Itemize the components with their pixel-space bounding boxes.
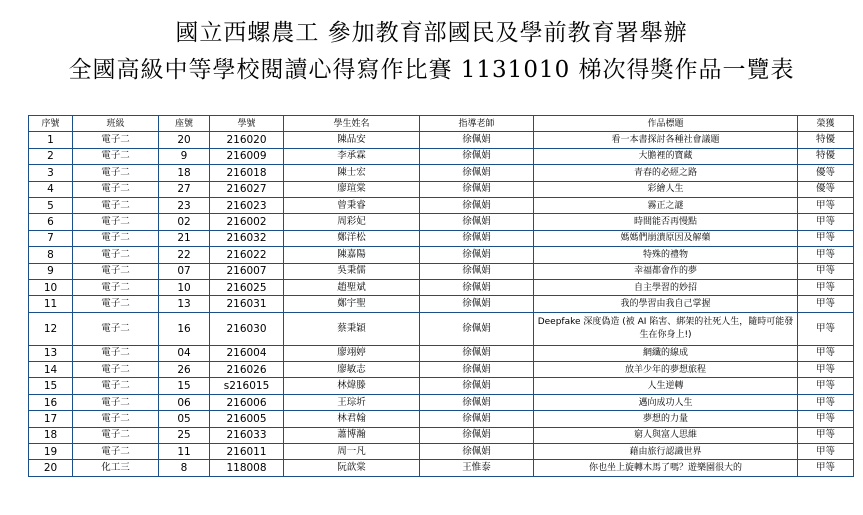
cell-student-name: 鄭宇聖 xyxy=(284,296,420,312)
table-row xyxy=(29,362,854,378)
cell-award: 甲等 xyxy=(798,460,854,476)
cell-serial: 13 xyxy=(29,345,73,361)
cell-student-id: 216007 xyxy=(210,263,284,279)
cell-serial: 5 xyxy=(29,197,73,213)
cell-class: 電子二 xyxy=(73,362,159,378)
cell-class: 電子二 xyxy=(73,214,159,230)
cell-teacher: 徐佩娟 xyxy=(420,263,534,279)
cell-student-id: 216027 xyxy=(210,181,284,197)
cell-seat: 10 xyxy=(159,279,210,295)
cell-student-id: 216002 xyxy=(210,214,284,230)
cell-seat: 21 xyxy=(159,230,210,246)
cell-student-name: 阮歆棠 xyxy=(284,460,420,476)
cell-work-title: 看一本書探討各種社會議題 xyxy=(534,132,798,148)
cell-seat: 27 xyxy=(159,181,210,197)
header-class: 班級 xyxy=(73,116,159,132)
table-row xyxy=(29,247,854,263)
cell-student-id: 216011 xyxy=(210,444,284,460)
table-header-row xyxy=(29,116,854,132)
cell-award: 特優 xyxy=(798,148,854,164)
table-row xyxy=(29,427,854,443)
cell-student-id: s216015 xyxy=(210,378,284,394)
cell-class: 電子二 xyxy=(73,263,159,279)
header-seat: 座號 xyxy=(159,116,210,132)
cell-award: 甲等 xyxy=(798,263,854,279)
cell-award: 優等 xyxy=(798,165,854,181)
cell-work-title: 我的學習由我自己掌握 xyxy=(534,296,798,312)
cell-seat: 8 xyxy=(159,460,210,476)
cell-student-name: 周彩妃 xyxy=(284,214,420,230)
cell-award: 甲等 xyxy=(798,345,854,361)
cell-work-title: 霧正之謎 xyxy=(534,197,798,213)
cell-work-title: 網纖的線成 xyxy=(534,345,798,361)
cell-award: 優等 xyxy=(798,181,854,197)
cell-student-id: 216009 xyxy=(210,148,284,164)
cell-work-title: 青春的必經之路 xyxy=(534,165,798,181)
cell-serial: 3 xyxy=(29,165,73,181)
cell-seat: 25 xyxy=(159,427,210,443)
cell-work-title: 自主學習的妙招 xyxy=(534,279,798,295)
document-title-line-2: 全國高級中等學校閱讀心得寫作比賽 1131010 梯次得獎作品一覽表 xyxy=(68,57,795,83)
table-row xyxy=(29,444,854,460)
cell-serial: 16 xyxy=(29,394,73,410)
cell-seat: 18 xyxy=(159,165,210,181)
cell-award: 甲等 xyxy=(798,247,854,263)
table-row xyxy=(29,378,854,394)
table-row xyxy=(29,296,854,312)
cell-work-title: 夢想的力量 xyxy=(534,411,798,427)
cell-serial: 17 xyxy=(29,411,73,427)
cell-work-title: 大膽裡的寶藏 xyxy=(534,148,798,164)
cell-serial: 15 xyxy=(29,378,73,394)
cell-student-id: 216030 xyxy=(210,312,284,345)
cell-work-title: 媽媽們崩潰原因及解藥 xyxy=(534,230,798,246)
cell-work-title: 彩繪人生 xyxy=(534,181,798,197)
cell-seat: 22 xyxy=(159,247,210,263)
cell-student-name: 廖翊婷 xyxy=(284,345,420,361)
cell-award: 甲等 xyxy=(798,427,854,443)
table-row xyxy=(29,345,854,361)
cell-serial: 19 xyxy=(29,444,73,460)
cell-seat: 11 xyxy=(159,444,210,460)
cell-student-name: 鄭洋松 xyxy=(284,230,420,246)
cell-teacher: 徐佩娟 xyxy=(420,362,534,378)
cell-class: 電子二 xyxy=(73,345,159,361)
cell-teacher: 徐佩娟 xyxy=(420,230,534,246)
cell-award: 甲等 xyxy=(798,362,854,378)
table-row xyxy=(29,132,854,148)
document-title-line-1: 國立西螺農工 參加教育部國民及學前教育署舉辦 xyxy=(175,20,688,46)
cell-student-id: 216033 xyxy=(210,427,284,443)
cell-serial: 8 xyxy=(29,247,73,263)
cell-class: 電子二 xyxy=(73,296,159,312)
cell-student-name: 王琮圻 xyxy=(284,394,420,410)
cell-teacher: 徐佩娟 xyxy=(420,197,534,213)
cell-work-title: 藉由旅行認識世界 xyxy=(534,444,798,460)
cell-teacher: 王惟泰 xyxy=(420,460,534,476)
cell-seat: 13 xyxy=(159,296,210,312)
cell-work-title: 特殊的禮物 xyxy=(534,247,798,263)
cell-seat: 05 xyxy=(159,411,210,427)
table-row xyxy=(29,394,854,410)
cell-teacher: 徐佩娟 xyxy=(420,165,534,181)
cell-teacher: 徐佩娟 xyxy=(420,214,534,230)
cell-serial: 10 xyxy=(29,279,73,295)
table-row xyxy=(29,230,854,246)
cell-student-id: 118008 xyxy=(210,460,284,476)
cell-student-id: 216025 xyxy=(210,279,284,295)
cell-award: 甲等 xyxy=(798,444,854,460)
cell-student-name: 蔡秉穎 xyxy=(284,312,420,345)
cell-student-name: 吳秉儒 xyxy=(284,263,420,279)
cell-seat: 06 xyxy=(159,394,210,410)
cell-seat: 20 xyxy=(159,132,210,148)
cell-serial: 2 xyxy=(29,148,73,164)
cell-award: 特優 xyxy=(798,132,854,148)
cell-class: 電子二 xyxy=(73,279,159,295)
table-row xyxy=(29,279,854,295)
cell-seat: 04 xyxy=(159,345,210,361)
header-serial: 序號 xyxy=(29,116,73,132)
cell-teacher: 徐佩娟 xyxy=(420,296,534,312)
cell-serial: 20 xyxy=(29,460,73,476)
cell-serial: 12 xyxy=(29,312,73,345)
cell-student-id: 216023 xyxy=(210,197,284,213)
cell-award: 甲等 xyxy=(798,230,854,246)
cell-award: 甲等 xyxy=(798,197,854,213)
cell-student-name: 陳品安 xyxy=(284,132,420,148)
cell-seat: 23 xyxy=(159,197,210,213)
cell-work-title: Deepfake 深度偽造 (被 AI 陷害、綁架的社死人生，隨時可能發生在你身上!) xyxy=(534,312,798,345)
cell-seat: 9 xyxy=(159,148,210,164)
cell-award: 甲等 xyxy=(798,312,854,345)
cell-class: 電子二 xyxy=(73,148,159,164)
cell-teacher: 徐佩娟 xyxy=(420,378,534,394)
cell-student-name: 李承霖 xyxy=(284,148,420,164)
cell-student-name: 曾秉睿 xyxy=(284,197,420,213)
cell-teacher: 徐佩娟 xyxy=(420,394,534,410)
cell-serial: 1 xyxy=(29,132,73,148)
table-row xyxy=(29,181,854,197)
cell-class: 電子二 xyxy=(73,411,159,427)
cell-student-id: 216032 xyxy=(210,230,284,246)
cell-serial: 18 xyxy=(29,427,73,443)
cell-teacher: 徐佩娟 xyxy=(420,247,534,263)
cell-class: 化工三 xyxy=(73,460,159,476)
cell-award: 甲等 xyxy=(798,214,854,230)
cell-class: 電子二 xyxy=(73,394,159,410)
cell-teacher: 徐佩娟 xyxy=(420,411,534,427)
cell-seat: 15 xyxy=(159,378,210,394)
cell-serial: 14 xyxy=(29,362,73,378)
cell-student-name: 趙聖斌 xyxy=(284,279,420,295)
cell-student-name: 周一凡 xyxy=(284,444,420,460)
cell-student-name: 蕭博瀚 xyxy=(284,427,420,443)
cell-serial: 7 xyxy=(29,230,73,246)
cell-teacher: 徐佩娟 xyxy=(420,427,534,443)
header-student-id: 學號 xyxy=(210,116,284,132)
cell-student-name: 廖瑄棠 xyxy=(284,181,420,197)
cell-work-title: 邁向成功人生 xyxy=(534,394,798,410)
cell-work-title: 人生逆轉 xyxy=(534,378,798,394)
table-row xyxy=(29,197,854,213)
cell-teacher: 徐佩娟 xyxy=(420,345,534,361)
cell-student-id: 216004 xyxy=(210,345,284,361)
header-award: 榮獲 xyxy=(798,116,854,132)
cell-student-id: 216031 xyxy=(210,296,284,312)
cell-teacher: 徐佩娟 xyxy=(420,148,534,164)
cell-class: 電子二 xyxy=(73,444,159,460)
cell-class: 電子二 xyxy=(73,132,159,148)
cell-serial: 9 xyxy=(29,263,73,279)
cell-work-title: 幸福都會作的夢 xyxy=(534,263,798,279)
cell-class: 電子二 xyxy=(73,312,159,345)
cell-student-id: 216006 xyxy=(210,394,284,410)
cell-serial: 11 xyxy=(29,296,73,312)
cell-award: 甲等 xyxy=(798,411,854,427)
table-row xyxy=(29,165,854,181)
cell-student-name: 陳嘉陽 xyxy=(284,247,420,263)
cell-student-id: 216026 xyxy=(210,362,284,378)
cell-student-id: 216020 xyxy=(210,132,284,148)
cell-class: 電子二 xyxy=(73,165,159,181)
cell-seat: 02 xyxy=(159,214,210,230)
table-row xyxy=(29,411,854,427)
cell-student-name: 林煒滕 xyxy=(284,378,420,394)
table-row xyxy=(29,214,854,230)
award-list-table xyxy=(28,115,854,477)
cell-student-id: 216005 xyxy=(210,411,284,427)
cell-award: 甲等 xyxy=(798,394,854,410)
table-row xyxy=(29,460,854,476)
table-row xyxy=(29,312,854,345)
table-row xyxy=(29,263,854,279)
cell-class: 電子二 xyxy=(73,197,159,213)
cell-work-title: 窮人與富人思維 xyxy=(534,427,798,443)
header-student-name: 學生姓名 xyxy=(284,116,420,132)
cell-class: 電子二 xyxy=(73,378,159,394)
cell-teacher: 徐佩娟 xyxy=(420,444,534,460)
cell-award: 甲等 xyxy=(798,296,854,312)
cell-student-name: 廖敏志 xyxy=(284,362,420,378)
cell-teacher: 徐佩娟 xyxy=(420,279,534,295)
header-work-title: 作品標題 xyxy=(534,116,798,132)
cell-serial: 4 xyxy=(29,181,73,197)
cell-student-name: 陳士宏 xyxy=(284,165,420,181)
cell-work-title: 放羊少年的夢想旅程 xyxy=(534,362,798,378)
cell-student-name: 林君翰 xyxy=(284,411,420,427)
cell-award: 甲等 xyxy=(798,378,854,394)
cell-student-id: 216018 xyxy=(210,165,284,181)
cell-seat: 26 xyxy=(159,362,210,378)
cell-class: 電子二 xyxy=(73,247,159,263)
cell-class: 電子二 xyxy=(73,181,159,197)
cell-teacher: 徐佩娟 xyxy=(420,181,534,197)
cell-seat: 16 xyxy=(159,312,210,345)
cell-work-title: 你也坐上旋轉木馬了嗎？遊樂園很大的 xyxy=(534,460,798,476)
cell-work-title: 時間能否再慢點 xyxy=(534,214,798,230)
table-row xyxy=(29,148,854,164)
cell-serial: 6 xyxy=(29,214,73,230)
cell-award: 甲等 xyxy=(798,279,854,295)
cell-class: 電子二 xyxy=(73,230,159,246)
cell-teacher: 徐佩娟 xyxy=(420,132,534,148)
cell-class: 電子二 xyxy=(73,427,159,443)
cell-seat: 07 xyxy=(159,263,210,279)
header-teacher: 指導老師 xyxy=(420,116,534,132)
cell-teacher: 徐佩娟 xyxy=(420,312,534,345)
cell-student-id: 216022 xyxy=(210,247,284,263)
